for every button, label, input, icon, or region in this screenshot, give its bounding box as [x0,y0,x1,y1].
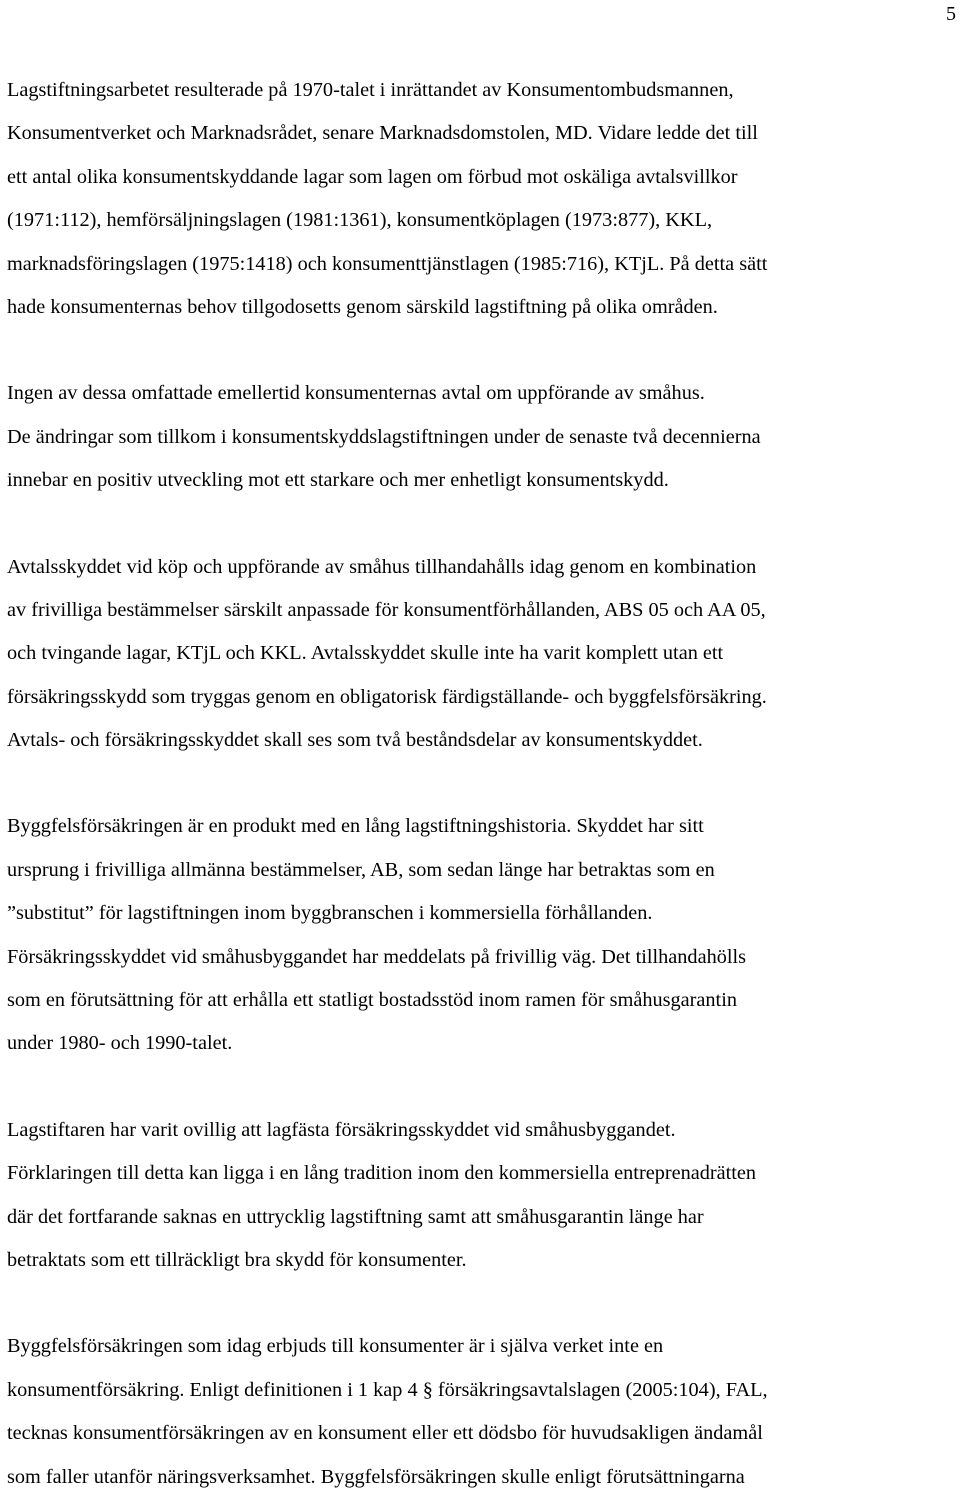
text-line: under 1980- och 1990-talet. [7,1032,233,1055]
paragraph-defect-insurance-history [7,805,957,1065]
text-line: konsumentförsäkring. Enligt definitionen i 1 kap 4 § försäkringsavtalslagen (2005:104), FAL, [7,1378,768,1401]
paragraph-small-house-contracts [7,372,957,502]
text-line: Lagstiftaren har varit ovillig att lagfästa försäkringsskyddet vid småhusbyggandet. [7,1118,676,1141]
text-line: Avtals- och försäkringsskyddet skall ses som två beståndsdelar av konsumentskyddet. [7,729,703,752]
paragraph-consumer-insurance-definition [7,1325,957,1499]
text-line: innebar en positiv utveckling mot ett starkare och mer enhetligt konsumentskydd. [7,469,669,492]
text-line: tecknas konsumentförsäkringen av en konsument eller ett dödsbo för huvudsakligen ändamål [7,1422,763,1445]
text-line: ett antal olika konsumentskyddande lagar som lagen om förbud mot oskäliga avtalsvillkor [7,165,738,188]
text-line: De ändringar som tillkom i konsumentskyddslagstiftningen under de senaste två decennierna [7,425,761,448]
text-line: Lagstiftningsarbetet resulterade på 1970-talet i inrättandet av Konsumentombudsmannen, [7,79,734,101]
text-line: där det fortfarande saknas en uttrycklig lagstiftning samt att småhusgarantin länge har [7,1205,704,1228]
document-body [7,69,957,1499]
text-line: som en förutsättning för att erhålla ett statligt bostadsstöd inom ramen för småhusgarantin [7,989,737,1012]
text-line: (1971:112), hemförsäljningslagen (1981:1361), konsumentköplagen (1973:877), KKL, [7,209,713,232]
text-line: ursprung i frivilliga allmänna bestämmelser, AB, som sedan länge har betraktas som en [7,858,715,881]
text-line: ”substitut” för lagstiftningen inom byggbranschen i kommersiella förhållanden. [7,902,653,925]
text-line: och tvingande lagar, KTjL och KKL. Avtalsskyddet skulle inte ha varit komplett utan ett [7,642,724,665]
text-line: marknadsföringslagen (1975:1418) och konsumenttjänstlagen (1985:716), KTjL. På detta sätt [7,252,768,275]
text-line: Försäkringsskyddet vid småhusbyggandet har meddelats på frivillig väg. Det tillhandahölls [7,945,747,968]
paragraph-contract-protection [7,546,957,763]
text-line: Ingen av dessa omfattade emellertid konsumenternas avtal om uppförande av småhus. [7,382,705,405]
text-line: Förklaringen till detta kan ligga i en lång tradition inom den kommersiella entreprenadrätten [7,1162,757,1185]
text-line: betraktats som ett tillräckligt bra skydd för konsumenter. [7,1248,467,1271]
text-line: Byggfelsförsäkringen som idag erbjuds till konsumenter är i själva verket inte en [7,1335,664,1358]
paragraph-legislation-history [7,69,957,329]
text-line: hade konsumenternas behov tillgodosetts genom särskild lagstiftning på olika områden. [7,295,718,318]
text-line: Avtalsskyddet vid köp och uppförande av småhus tillhandahålls idag genom en kombination [7,555,757,578]
page-number: 5 [946,3,956,25]
text-line: försäkringsskydd som tryggas genom en obligatorisk färdigställande- och byggfelsförsäkring. [7,685,767,708]
text-line: Byggfelsförsäkringen är en produkt med en lång lagstiftningshistoria. Skyddet har sitt [7,815,704,838]
text-line: som faller utanför näringsverksamhet. Byggfelsförsäkringen skulle enligt förutsättningarna [7,1465,745,1488]
paragraph-legislator-reluctance [7,1109,957,1283]
text-line: av frivilliga bestämmelser särskilt anpassade för konsumentförhållanden, ABS 05 och AA 05, [7,598,766,621]
text-line: Konsumentverket och Marknadsrådet, senare Marknadsdomstolen, MD. Vidare ledde det till [7,122,758,145]
